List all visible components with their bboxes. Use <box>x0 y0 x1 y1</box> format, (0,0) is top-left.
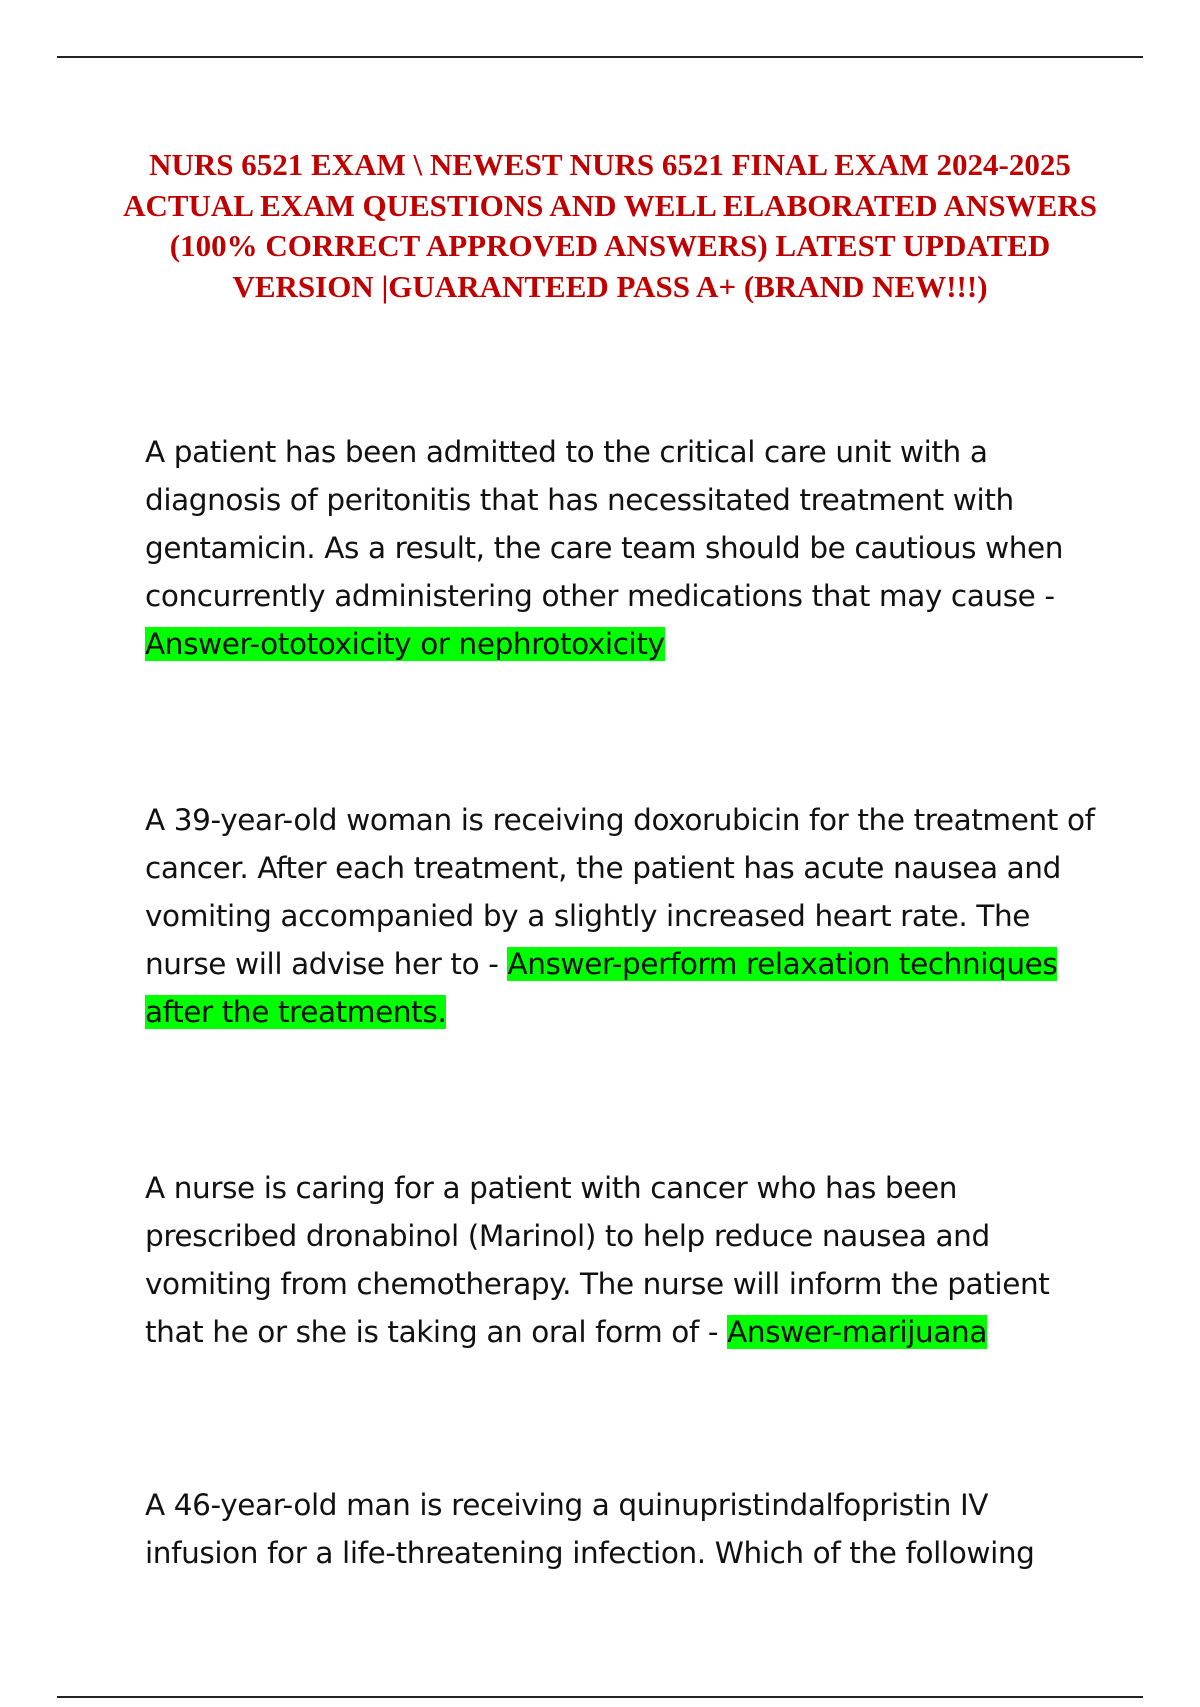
question-text: A nurse is caring for a patient with cancer who has been prescribed dronabinol (Marinol) to help reduce nausea and vomiting from chemotherapy. The nurse will inform the patient that he or she is taking an oral form of - <box>145 1171 1050 1349</box>
document-body <box>145 428 1095 1707</box>
question-text: A patient has been admitted to the critical care unit with a diagnosis of peritonitis that has necessitated treatment with gentamicin. As a result, the care team should be cautious when concurrently administering other medications that may cause - <box>145 435 1064 613</box>
question-item <box>145 1164 1095 1356</box>
document-title: NURS 6521 EXAM \ NEWEST NURS 6521 FINAL EXAM 2024-2025 ACTUAL EXAM QUESTIONS AND WELL ELABORATED ANSWERS (100% CORRECT APPROVED ANSWERS) LATEST UPDATED VERSION |GUARANTEED PASS A+ (BRAND NEW!!!) <box>123 147 1097 304</box>
question-item <box>145 1481 1095 1577</box>
answer-highlight: Answer-perform relaxation techniques after the treatments. <box>145 947 1058 1029</box>
answer-highlight: Answer-ototoxicity or nephrotoxicity <box>145 627 665 661</box>
bottom-rule <box>57 1696 1143 1698</box>
question-item <box>145 796 1095 1036</box>
answer-highlight: Answer-marijuana <box>727 1315 988 1349</box>
question-text: A 39-year-old woman is receiving doxorubicin for the treatment of cancer. After each treatment, the patient has acute nausea and vomiting accompanied by a slightly increased heart rate. The nurse will advise her to - <box>145 803 1095 981</box>
question-text: A 46-year-old man is receiving a quinupristindalfopristin IV infusion for a life-threatening infection. Which of the following <box>145 1488 1035 1570</box>
top-rule <box>57 56 1143 58</box>
question-item <box>145 428 1095 668</box>
